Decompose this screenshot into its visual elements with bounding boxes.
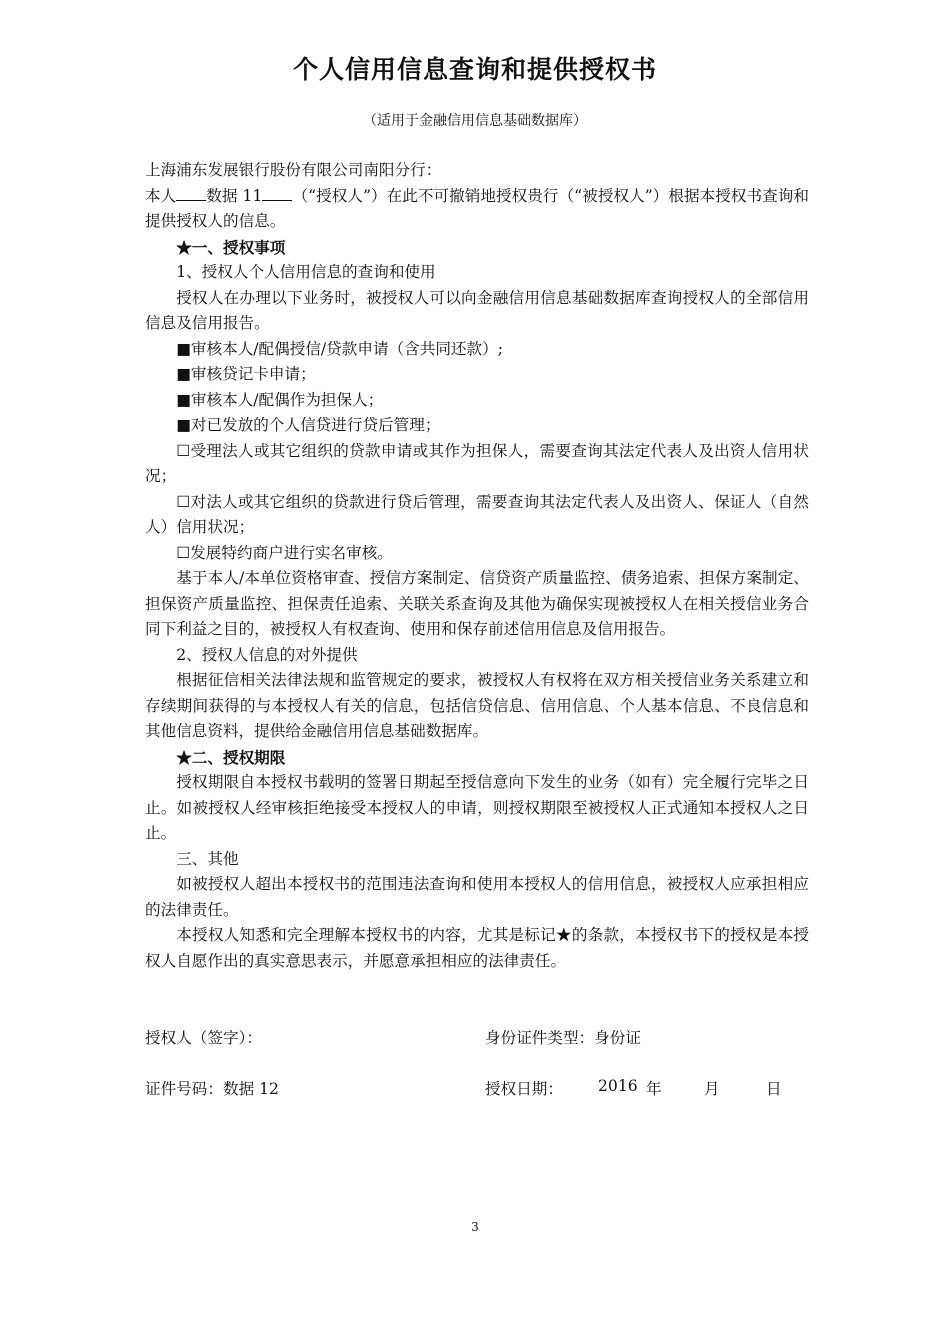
blank-after-name — [262, 186, 292, 201]
document-title: 个人信用信息查询和提供授权书 — [292, 55, 657, 84]
checklist-item: ☐对法人或其它组织的贷款进行贷后管理，需要查询其法定代表人及出资人、保证人（自然人）信用状况； — [145, 492, 809, 536]
document-body — [145, 158, 809, 974]
id-number-label: 证件号码： — [145, 1080, 223, 1098]
blank-before-name — [176, 186, 206, 201]
checklist-item: ■审核贷记卡申请； — [176, 365, 316, 383]
id-number-value: 数据 12 — [222, 1080, 279, 1098]
id-number-row — [145, 1077, 279, 1099]
document-subtitle: （适用于金融信用信息基础数据库） — [363, 113, 587, 129]
signer-label: 授权人（签字）： — [145, 1029, 262, 1047]
section1-sub2: 2、授权人信息的对外提供 — [176, 645, 358, 664]
checklist-item: ☐受理法人或其它组织的贷款申请或其作为担保人，需要查询其法定代表人及出资人信用状况； — [145, 441, 809, 485]
section1-para3: 根据征信相关法律法规和监管规定的要求，被授权人有权将在双方相关授信业务关系建立和存续期间获得的与本授权人有关的信息，包括信贷信息、信用信息、个人基本信息、不良信息和其他信息资料，提供给金融信用信息基础数据库。 — [145, 671, 809, 740]
checklist-item: ☐发展特约商户进行实名审核。 — [176, 543, 393, 562]
checklist-item: ■审核本人/配偶作为担保人； — [176, 390, 384, 409]
section2-heading: ★二、授权期限 — [176, 747, 286, 767]
authorizer-name: 数据 11 — [206, 186, 263, 205]
section1-heading: ★一、授权事项 — [176, 237, 286, 257]
page-number: 3 — [471, 1220, 479, 1234]
section2-para: 授权期限自本授权书载明的签署日期起至授信意向下发生的业务（如有）完全履行完毕之日止。如被授权人经审核拒绝接受本授权人的申请，则授权期限至被授权人正式通知本授权人之日止。 — [145, 773, 809, 842]
intro-suffix: （“授权人”）在此不可撤销地授权贵行（“被授权人”）根据本授权书查询和提供授权人的信息。 — [145, 186, 809, 230]
checklist-item: ■审核本人/配偶授信/贷款申请（含共同还款）; — [176, 339, 503, 358]
section1-para1: 授权人在办理以下业务时，被授权人可以向金融信用信息基础数据库查询授权人的全部信用信息及信用报告。 — [145, 288, 809, 332]
intro-prefix: 本人 — [145, 186, 177, 205]
date-day-unit: 日 — [766, 1080, 782, 1098]
date-month-unit: 月 — [704, 1080, 720, 1098]
addressee: 上海浦东发展银行股份有限公司南阳分行： — [145, 161, 442, 179]
date-year-unit: 年 — [646, 1080, 662, 1098]
section3-para1: 如被授权人超出本授权书的范围违法查询和使用本授权人的信用信息，被授权人应承担相应的法律责任。 — [145, 875, 809, 919]
id-type-value: 身份证 — [594, 1029, 641, 1047]
date-year-value: 2016 — [598, 1077, 638, 1095]
date-label: 授权日期： — [485, 1080, 563, 1098]
section3-para2: 本授权人知悉和完全理解本授权书的内容，尤其是标记★的条款，本授权书下的授权是本授权人自愿作出的真实意思表示，并愿意承担相应的法律责任。 — [145, 926, 809, 970]
section1-para2: 基于本人/本单位资格审查、授信方案制定、信贷资产质量监控、债务追索、担保方案制定、担保资产质量监控、担保责任追索、关联关系查询及其他为确保实现被授权人在相关授信业务合同下利益之目的，被授权人有权查询、使用和保存前述信用信息及信用报告。 — [145, 569, 809, 638]
id-type-label: 身份证件类型： — [485, 1029, 595, 1047]
section1-sub1: 1、授权人个人信用信息的查询和使用 — [176, 263, 436, 281]
id-type-row — [485, 1026, 641, 1048]
section3-heading: 三、其他 — [176, 849, 239, 868]
intro-paragraph — [145, 184, 809, 235]
checklist-item: ■对已发放的个人信贷进行贷后管理； — [176, 416, 441, 434]
